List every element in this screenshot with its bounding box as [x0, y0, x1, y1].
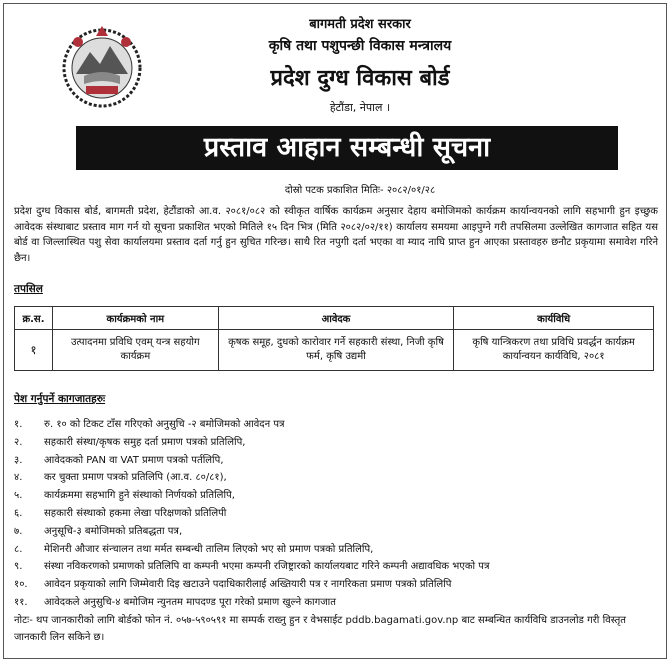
table-row — [15, 330, 654, 371]
list-item — [14, 576, 654, 594]
cell-applicant: कृषक समूह, दुधको कारोवार गर्ने सहकारी संस्था, निजी कृषि फर्म, कृषि उद्यमी — [218, 330, 454, 371]
doc-text: आवेदकको PAN वा VAT प्रमाण पत्रको पर्तलिपि, — [44, 454, 224, 466]
list-item — [14, 434, 654, 452]
notice-body: प्रदेश दुग्ध विकास बोर्ड, बागमती प्रदेश, हेटौंडाको आ.व. २०८१/०८२ को स्वीकृत वार्षिक कार्यक्रम अनुसार देहाय बमोजिमको कार्यक्रम कार्यान्वयनको लागि सहभागी हुन इच्छुक आवेदक संस्थाबाट प्रस्ताव माग गर्न यो सूचना प्रकाशित भएको मितिले १५ दिन भित्र (मिति २०८२/०२/११) कार्यालय समयमा आइपुग्ने गरी तपसिलमा उल्लेखित कागजात सहित यस बोर्ड वा जिल्लास्थित पशु सेवा कार्यालयमा प्रस्ताव दर्ता गर्नु हुन सुचित गरिन्छ। साथै रित नपुगी दर्ता भएका वा म्याद नाघि प्राप्त हुन आएका प्रस्तावहरु छनौट प्रकृयामा समावेश गरिने छैन। — [14, 206, 658, 264]
doc-text: संस्था नविकरणको प्रमाणको प्रतिलिपि वा कम्पनी भएमा कम्पनी रजिष्ट्रारको कार्यालयबाट गरिने कम्पनी अद्यावधिक भएको पत्र — [44, 561, 490, 573]
documents-heading: पेश गर्नुपर्ने कागजातहरुः — [14, 393, 106, 405]
list-item — [14, 469, 654, 487]
doc-num: ५. — [14, 490, 23, 502]
doc-num: ११. — [14, 596, 28, 608]
doc-num: ७. — [14, 525, 23, 537]
header-line2: कृषि तथा पशुपन्छी विकास मन्त्रालय — [268, 38, 452, 54]
cell-program-name: उत्पादनमा प्रविधि एवम् यन्त्र सहयोग कार्यक्रम — [52, 330, 218, 371]
nepal-emblem-icon — [56, 22, 148, 110]
doc-num: ३. — [14, 454, 23, 466]
publish-date: दोस्रो पटक प्रकाशित मितिः- २०८२/०१/२८ — [284, 185, 436, 196]
list-item — [14, 452, 654, 470]
doc-text: सहकारी संस्थाको हकमा लेखा परिक्षणको प्रतिलिपी — [44, 507, 227, 519]
doc-num: २. — [14, 436, 23, 448]
header-line1: बागमती प्रदेश सरकार — [309, 17, 411, 32]
doc-text: कार्यक्रममा सहभागि हुने संस्थाको निर्णयको प्रतिलिपि, — [44, 490, 235, 502]
doc-text: आवेदन प्रकृयाको लागि जिम्मेवारी दिइ खटाउने पदाधिकारीलाई अख्तियारी पत्र र नागरिकता प्रमाण पत्रको प्रतिलिपि — [44, 579, 452, 591]
list-item — [14, 523, 654, 541]
doc-text: रु. १० को टिकट टाँस गरिएको अनुसुचि -२ बमोजिमको आवेदन पत्र — [44, 419, 285, 430]
list-item — [14, 594, 654, 612]
documents-list — [14, 416, 654, 612]
contact-note: नोटः- थप जानकारीको लागि बोर्डको फोन नं. ०५७-५९०५९१ मा सम्पर्क राख्नु हुन र वेभसाईट pddb.bagamati.gov.np बाट सम्बन्धित कार्यविधि डाउनलोड गरी विस्तृत जानकारी लिन सकिने छ। — [14, 615, 627, 643]
col-procedure: कार्यविधि — [454, 307, 654, 330]
table-header-row — [15, 307, 654, 330]
doc-num: ९. — [14, 561, 23, 573]
doc-num: ८. — [14, 543, 23, 555]
list-item — [14, 505, 654, 523]
list-item — [14, 416, 654, 434]
doc-num: १. — [14, 419, 23, 430]
doc-num: ६. — [14, 507, 23, 519]
doc-text: सहकारी संस्था/कृषक समुह दर्ता प्रमाण पत्रको प्रतिलिपि, — [44, 436, 246, 448]
col-applicant: आवेदक — [218, 307, 454, 330]
program-table — [14, 306, 654, 371]
header-line3: प्रदेश दुग्ध विकास बोर्ड — [270, 66, 450, 91]
doc-text: आवेदकले अनुसुचि-४ बमोजिम न्युनतम मापदण्ड पूरा गरेको प्रमाण खुल्ने कागजात — [44, 596, 336, 608]
col-program-name: कार्यक्रमको नाम — [52, 307, 218, 330]
doc-num: १०. — [14, 579, 28, 591]
doc-text: अनुसूचि-३ बमोजिमको प्रतिबद्धता पत्र, — [44, 525, 183, 537]
doc-num: ४. — [14, 472, 23, 484]
header-line4: हेटौंडा, नेपाल । — [329, 101, 391, 114]
list-item — [14, 487, 654, 505]
doc-text: मेशिनरी औजार संन्चालन तथा मर्मत सम्बन्धी तालिम लिएको भए सो प्रमाण पत्रको प्रतिलिपि, — [44, 543, 374, 555]
cell-serial: १ — [15, 330, 53, 371]
cell-procedure: कृषि यान्त्रिकरण तथा प्रविधि प्रवर्द्धन कार्यक्रम कार्यान्वयन कार्यविधि, २०८१ — [454, 330, 654, 371]
notice-title-banner: प्रस्ताव आहान सम्बन्धी सूचना — [76, 126, 618, 170]
col-serial: क्र.स. — [15, 307, 53, 330]
doc-text: कर चुक्ता प्रमाण पत्रको प्रतिलिपि (आ.व. ८०/८१), — [44, 472, 227, 484]
list-item — [14, 541, 654, 559]
list-item — [14, 558, 654, 576]
tapsil-heading: तपसिल — [14, 283, 43, 295]
